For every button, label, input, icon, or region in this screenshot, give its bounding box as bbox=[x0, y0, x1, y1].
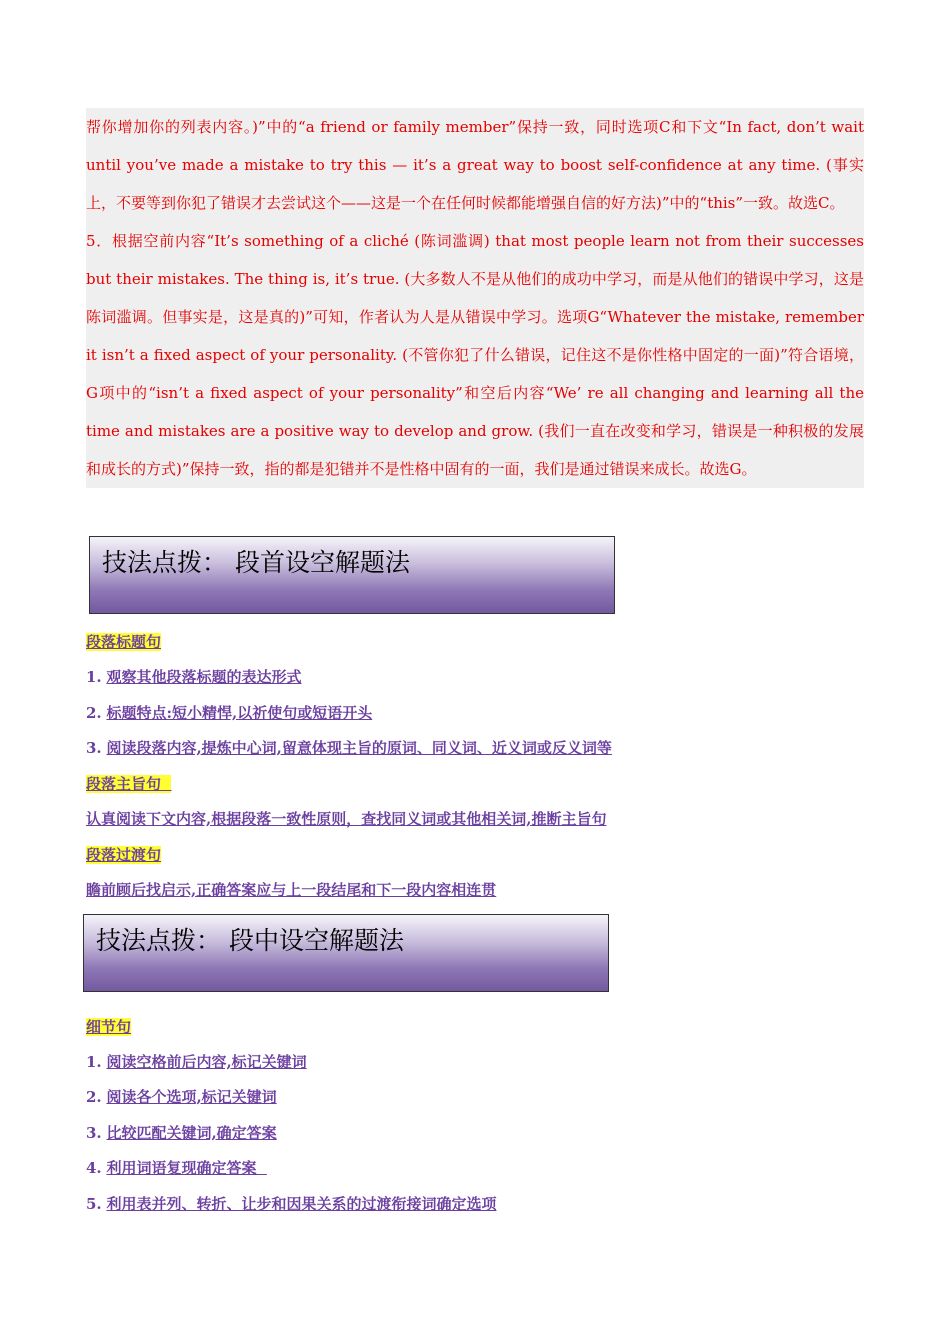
section-banner bbox=[89, 536, 615, 614]
tip-item: 阅读各个选项,标记关键词 bbox=[106, 1088, 277, 1106]
tip-item: 标题特点:短小精悍,以祈使句或短语开头 bbox=[106, 704, 373, 722]
item-number: 1. bbox=[86, 1053, 102, 1071]
tip-item: 比较匹配关键词,确定答案 bbox=[106, 1124, 277, 1142]
tip-item: 利用词语复现确定答案 bbox=[106, 1159, 267, 1177]
explanation-paragraph: 5．根据空前内容“It’s something of a cliché (陈词滥调) that most people learn not from their successes but their mistakes. The thing is, it’s true. (大多数人不是从他们的成功中学习，而是从他们的错误中学习，这是陈词滥调。但事实是，这是真的)”可知，作者认为人是从错误中学习。选项G“Whatever the mistake, remember it isn’t a fixed aspect of your personality. (不管你犯了什么错误，记住这不是你性格中固定的一面)”符合语境，G项中的“isn’t a fixed aspect of your personality”和空后内容“We’ re all changing and learning all the time and mistakes are a positive way to develop and grow. (我们一直在改变和学习，错误是一种积极的发展和成长的方式)”保持一致，指的都是犯错并不是性格中固有的一面，我们是通过错误来成长。故选G。 bbox=[86, 232, 864, 478]
subheading: 段落过渡句 bbox=[86, 846, 162, 864]
item-number: 4. bbox=[86, 1159, 102, 1177]
subheading: 细节句 bbox=[86, 1018, 132, 1036]
section-title: 技法点拨： 段首设空解题法 bbox=[102, 548, 410, 577]
answer-explanation bbox=[86, 108, 864, 488]
tip-item: 观察其他段落标题的表达形式 bbox=[106, 668, 302, 686]
tip-item: 阅读段落内容,提炼中心词,留意体现主旨的原词、同义词、近义词或反义词等 bbox=[106, 739, 612, 757]
tip-item: 阅读空格前后内容,标记关键词 bbox=[106, 1053, 307, 1071]
item-number: 3. bbox=[86, 739, 102, 757]
subheading: 段落标题句 bbox=[86, 633, 162, 651]
item-number: 5. bbox=[86, 1195, 102, 1213]
tip-item: 瞻前顾后找启示,正确答案应与上一段结尾和下一段内容相连贯 bbox=[86, 881, 497, 899]
tip-item: 认真阅读下文内容,根据段落一致性原则，查找同义词或其他相关词,推断主旨句 bbox=[86, 810, 607, 828]
tip-item: 利用表并列、转折、让步和因果关系的过渡衔接词确定选项 bbox=[106, 1195, 497, 1213]
item-number: 3. bbox=[86, 1124, 102, 1142]
item-number: 1. bbox=[86, 668, 102, 686]
explanation-paragraph: 帮你增加你的列表内容。)”中的“a friend or family member”保持一致，同时选项C和下文“In fact, don’t wait until you’ve made a mistake to try this — it’s a great way to boost self-confidence at any time. (事实上，不要等到你犯了错误才去尝试这个——这是一个在任何时候都能增强自信的好方法)”中的“this”一致。故选C。 bbox=[86, 118, 864, 212]
subheading: 段落主旨句 bbox=[86, 775, 172, 793]
item-number: 2. bbox=[86, 704, 102, 722]
item-number: 2. bbox=[86, 1088, 102, 1106]
section-title: 技法点拨： 段中设空解题法 bbox=[96, 926, 404, 955]
section-banner bbox=[83, 914, 609, 992]
